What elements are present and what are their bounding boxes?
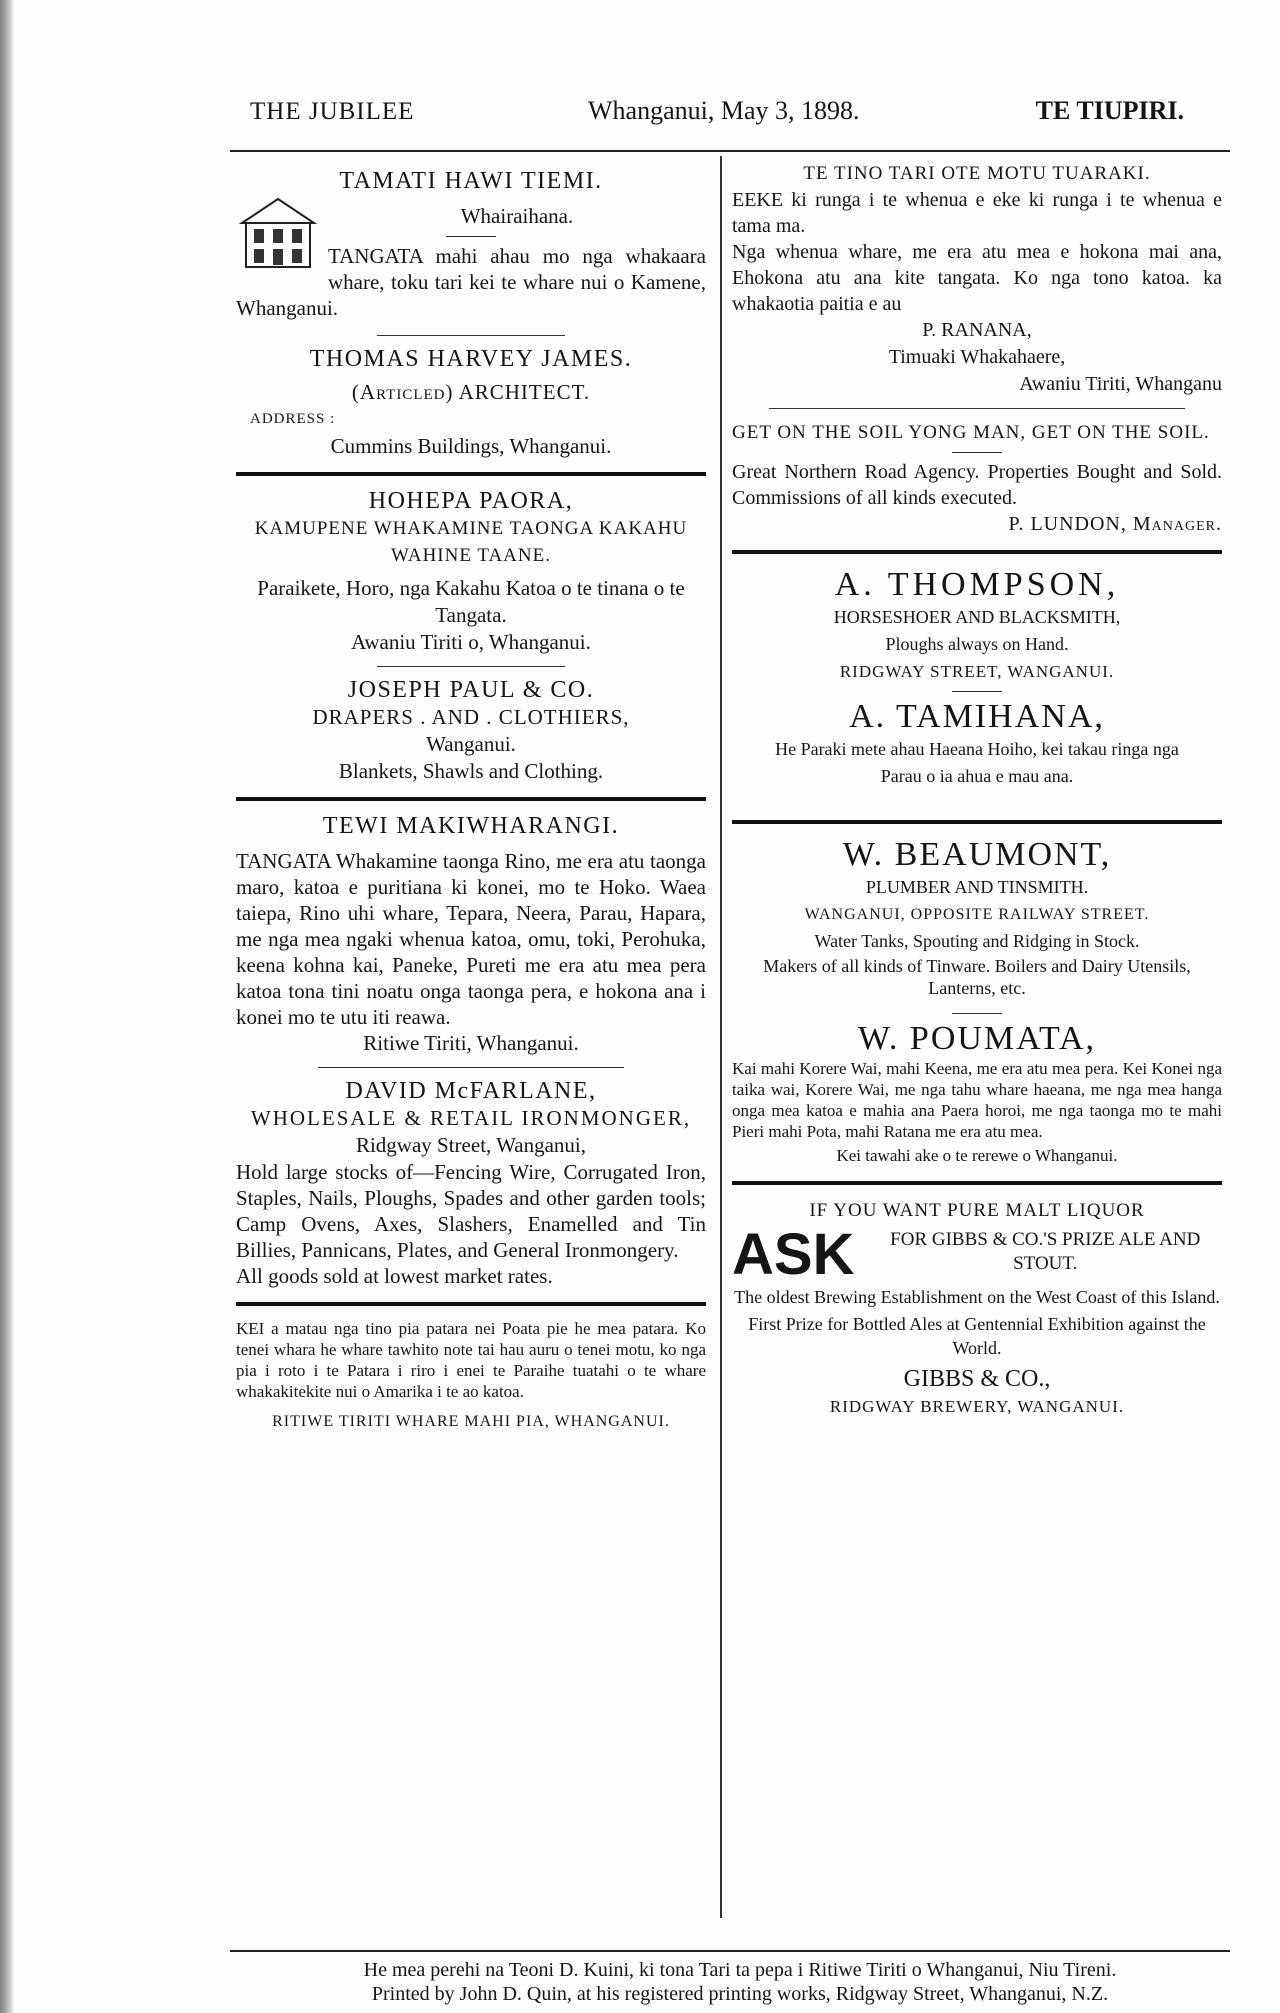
right-column bbox=[732, 160, 1222, 1420]
short-rule bbox=[952, 452, 1002, 453]
ad-thomas bbox=[236, 346, 706, 460]
ad-subtitle: Whairaihana. bbox=[460, 204, 574, 228]
ad-tamati bbox=[236, 168, 706, 321]
address: Ritiwe Tiriti, Whanganui. bbox=[363, 1031, 579, 1055]
ad-body: KEI a matau nga tino pia patara nei Poata pie he mea patara. Ko tenei whara he whare tawhito note tai hau auru o tenei motu, ko nga pia i roto i te Patara i riro i enei te Paraihe tuatahi o te whare whakakitekite nui o Amarika i te ao katoa. bbox=[236, 1319, 706, 1401]
ad-body: TANGATA Whakamine taonga Rino, me era atu taonga maro, katoa e puritiana ki konei, mo te Hoko. Waea taiepa, Rino uhi whare, Tepara, Neera, Parau, Hapara, me nga mea ngaki whenua katoa, omu, toki, Perohuka, keena kohna kai, Paneke, Pureti me era atu mea pera katoa tona tini noatu onga taonga pera, e hokona ana i konei mo te utu iti reawa. bbox=[236, 849, 706, 1029]
imprint-english: Printed by John D. Quin, at his registered printing works, Ridgway Street, Whanganui, N.Z. bbox=[371, 1983, 1109, 2005]
ad-hohepa bbox=[236, 488, 706, 656]
ad-body: Nga whenua whare, me era atu mea e hokona mai ana, Ehokona atu ana kite tangata. Ko nga tono katoa. ka whakaotia paitia e au bbox=[732, 241, 1222, 315]
ad-soil bbox=[732, 419, 1222, 538]
address-label: ADDRESS : bbox=[250, 411, 336, 427]
ad-line: Makers of all kinds of Tinware. Boilers and Dairy Utensils, Lanterns, etc. bbox=[763, 956, 1191, 998]
ad-line: DRAPERS . AND . CLOTHIERS, bbox=[312, 705, 630, 729]
thick-rule bbox=[732, 550, 1222, 554]
ad-line: The oldest Brewing Establishment on the West Coast of this Island. bbox=[734, 1287, 1220, 1307]
ad-name: W. BEAUMONT, bbox=[842, 836, 1112, 873]
address: RIDGWAY BREWERY, WANGANUI. bbox=[829, 1397, 1125, 1416]
address: RITIWE TIRITI WHARE MAHI PIA, WHANGANUI. bbox=[272, 1413, 670, 1430]
ad-line: Ploughs always on Hand. bbox=[885, 634, 1069, 654]
ad-body: Great Northern Road Agency. Properties Bought and Sold. Commissions of all kinds executed. bbox=[732, 461, 1222, 509]
ad-role: Timuaki Whakahaere, bbox=[888, 346, 1066, 368]
divider bbox=[377, 666, 565, 667]
divider bbox=[769, 408, 1186, 409]
ad-name: P. RANANA, bbox=[922, 319, 1032, 341]
address: Awaniu Tiriti, Whanganu bbox=[1019, 373, 1222, 395]
ad-role: PLUMBER AND TINSMITH. bbox=[865, 877, 1089, 897]
ad-title: JOSEPH PAUL & CO. bbox=[347, 677, 595, 703]
ad-line: Water Tanks, Spouting and Ridging in Stock. bbox=[814, 931, 1140, 951]
ad-body: Hold large stocks of—Fencing Wire, Corrugated Iron, Staples, Nails, Ploughs, Spades and other garden tools; Camp Ovens, Axes, Slashers, Enamelled and Tin Billies, Pannicans, Plates, and General Ironmongery. bbox=[236, 1160, 706, 1262]
ad-thompson bbox=[732, 566, 1222, 692]
ad-line: WAHINE TAANE. bbox=[391, 545, 551, 566]
ad-gibbs bbox=[732, 1197, 1222, 1420]
divider bbox=[377, 335, 565, 336]
ask-row bbox=[732, 1228, 1222, 1282]
masthead-right: TE TIUPIRI. bbox=[1035, 96, 1184, 125]
address: Awaniu Tiriti o, Whanganui. bbox=[351, 630, 591, 654]
ad-title: DAVID McFARLANE, bbox=[345, 1078, 597, 1104]
masthead bbox=[240, 94, 1220, 136]
ask-heading: ASK bbox=[732, 1228, 855, 1282]
short-rule bbox=[952, 691, 1002, 692]
ad-line: Blankets, Shawls and Clothing. bbox=[338, 759, 604, 783]
ad-line: IF YOU WANT PURE MALT LIQUOR bbox=[809, 1200, 1145, 1221]
ad-title: THOMAS HARVEY JAMES. bbox=[309, 346, 633, 372]
ad-line: KAMUPENE WHAKAMINE TAONGA KAKAHU bbox=[254, 518, 688, 539]
ad-line: First Prize for Bottled Ales at Gentennial Exhibition against the World. bbox=[748, 1314, 1206, 1358]
ad-poumata bbox=[732, 1020, 1222, 1169]
divider bbox=[318, 1067, 624, 1068]
ad-title: HOHEPA PAORA, bbox=[368, 488, 574, 514]
ad-line: All goods sold at lowest market rates. bbox=[236, 1264, 553, 1288]
thick-rule bbox=[732, 1181, 1222, 1185]
thick-rule bbox=[732, 820, 1222, 824]
ad-name: A. THOMPSON, bbox=[834, 566, 1120, 603]
imprint-maori: He mea perehi na Teoni D. Kuini, ki tona Tari ta pepa i Ritiwe Tiriti o Whanganui, Niu Tireni. bbox=[363, 1959, 1117, 1981]
ad-david bbox=[236, 1078, 706, 1290]
address: WANGANUI, OPPOSITE RAILWAY STREET. bbox=[804, 906, 1150, 923]
ad-name: W. POUMATA, bbox=[857, 1020, 1097, 1057]
ad-body: TANGATA mahi ahau mo nga whakaara whare, toku tari kei te whare nui o Kamene, Whanganui. bbox=[236, 244, 706, 320]
masthead-left: THE JUBILEE bbox=[250, 98, 415, 125]
address: Cummins Buildings, Whanganui. bbox=[330, 434, 612, 458]
ad-role: HORSESHOER AND BLACKSMITH, bbox=[833, 607, 1121, 627]
thick-rule bbox=[236, 472, 706, 476]
ad-name: A. TAMIHANA, bbox=[849, 698, 1105, 735]
address: RIDGWAY STREET, WANGANUI. bbox=[839, 662, 1115, 681]
ad-title: TAMATI HAWI TIEMI. bbox=[339, 168, 603, 194]
short-rule bbox=[952, 1013, 1002, 1014]
ad-role: WHOLESALE & RETAIL IRONMONGER, bbox=[250, 1106, 692, 1130]
ad-line: Wanganui. bbox=[426, 732, 516, 756]
bottom-rule bbox=[230, 1950, 1230, 1952]
ad-tamihana bbox=[732, 698, 1222, 790]
imprint bbox=[250, 1958, 1230, 2006]
left-column bbox=[236, 160, 706, 1435]
scan-edge bbox=[0, 0, 14, 2013]
ad-body: Kai mahi Korere Wai, mahi Keena, me era atu mea pera. Kei Konei nga taika wai, Korere Wai, me nga tahu whare haeana, me nga mea hanga onga mea katoa e mahia ana Paera horoi, me nga taonga mo te mahi Pieri mahi Pota, mahi Ratana me era atu mea. bbox=[732, 1059, 1222, 1141]
ad-line: Paraikete, Horo, nga Kakahu Katoa o te tinana o te Tangata. bbox=[257, 576, 685, 627]
ad-name: GIBBS & CO., bbox=[903, 1366, 1051, 1392]
short-rule bbox=[446, 236, 496, 237]
ad-role: (Articled) ARCHITECT. bbox=[351, 380, 591, 404]
top-rule bbox=[230, 150, 1230, 152]
ad-kei bbox=[236, 1318, 706, 1435]
thick-rule bbox=[236, 1302, 706, 1306]
ad-tewi bbox=[236, 813, 706, 1057]
thick-rule bbox=[236, 797, 706, 801]
ad-title: TE TINO TARI OTE MOTU TUARAKI. bbox=[803, 163, 1151, 184]
ad-line: FOR GIBBS & CO.'S PRIZE ALE AND STOUT. bbox=[890, 1229, 1201, 1274]
ad-beaumont bbox=[732, 836, 1222, 999]
address: Kei tawahi ake o te rerewe o Whanganui. bbox=[836, 1146, 1118, 1165]
ad-tino bbox=[732, 160, 1222, 398]
ad-title: GET ON THE SOIL YONG MAN, GET ON THE SOIL. bbox=[732, 422, 1210, 443]
ad-joseph bbox=[236, 677, 706, 785]
ad-title: TEWI MAKIWHARANGI. bbox=[322, 813, 620, 839]
ad-body: He Paraki mete ahau Haeana Hoiho, kei takau ringa nga Parau o ia ahua e mau ana. bbox=[775, 739, 1179, 786]
ad-body: EEKE ki runga i te whenua e eke ki runga i te whenua e tama ma. bbox=[732, 189, 1222, 237]
masthead-date: Whanganui, May 3, 1898. bbox=[588, 96, 860, 125]
address: Ridgway Street, Wanganui, bbox=[355, 1133, 587, 1157]
ad-signature: P. LUNDON, Manager. bbox=[1008, 513, 1222, 535]
house-icon bbox=[236, 195, 320, 271]
column-divider bbox=[720, 156, 722, 1918]
